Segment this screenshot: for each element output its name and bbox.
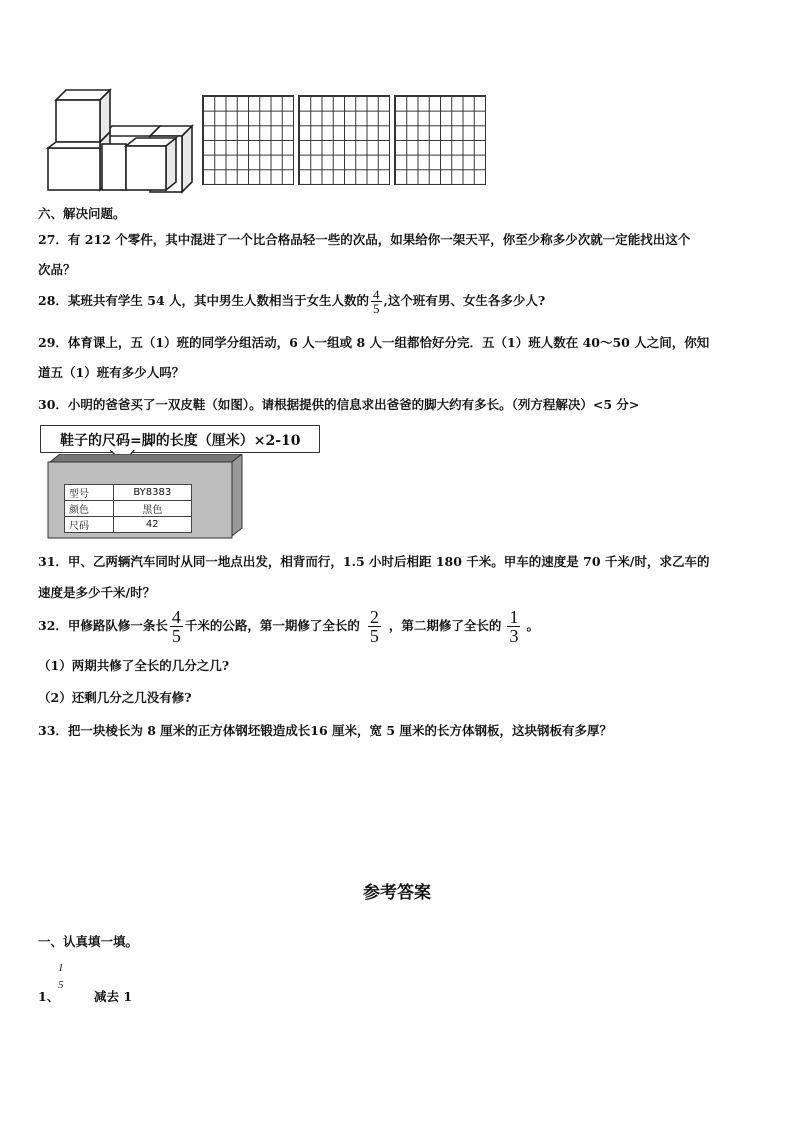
q27-line2: 次品？ [38, 262, 76, 277]
q32-fraction-length: $\frac{4}{5}$ [171, 607, 181, 646]
answer-1-text: 减去 1 [94, 989, 133, 1004]
q31-line2: 速度是多少千米/时？ [38, 585, 156, 600]
table-row [65, 501, 192, 517]
q33: 33．把一块棱长为 8 厘米的正方体钢坯锻造成长16 厘米，宽 5 厘米的长方体钢板，这块钢板有多厚？ [38, 723, 612, 738]
table-row [65, 485, 192, 501]
row-value: BY8383 [113, 485, 191, 501]
q32-mid2: ，第二期修了全长的 [388, 618, 502, 633]
q28 [38, 288, 545, 315]
q32-mid1: 千米的公路，第一期修了全长的 [184, 618, 360, 633]
q27-line1: 27．有 212 个零件，其中混进了一个比合格品轻一些的次品，如果给你一架天平，你至少称多少次就一定能找出这个 [38, 232, 691, 247]
q28-post: ,这个班有男、女生各多少人? [383, 293, 546, 308]
row-label: 颜色 [65, 501, 114, 517]
grid-2 [298, 95, 390, 185]
table-row [65, 517, 192, 533]
q30: 30．小明的爸爸买了一双皮鞋（如图）。请根据提供的信息求出爸爸的脚大约有多长。（列方程解决）<5 分> [38, 397, 640, 412]
shoe-formula-text: 鞋子的尺码=脚的长度（厘米）×2-10 [60, 433, 301, 449]
row-value: 黑色 [113, 501, 191, 517]
answer-1-fraction: 1 5 [58, 962, 64, 992]
shoe-label-table [64, 484, 192, 533]
q32-fraction-second: $\frac{1}{3}$ [509, 607, 519, 646]
row-label: 型号 [65, 485, 114, 501]
section-6-title: 六、解决问题。 [38, 206, 126, 221]
q28-pre: 28．某班共有学生 54 人，其中男生人数相当于女生人数的 [38, 293, 369, 308]
q29-line2: 道五（1）班有多少人吗？ [38, 365, 185, 380]
grid-3 [394, 95, 486, 185]
q32 [38, 608, 539, 645]
q28-fraction: $\frac{4}{5}$ [373, 287, 380, 316]
q32-post: 。 [526, 618, 539, 633]
answers-heading: 参考答案 [363, 883, 431, 903]
answers-section-1: 一、认真填一填。 [38, 934, 139, 949]
row-label: 尺码 [65, 517, 114, 533]
q32-fraction-first: $\frac{2}{5}$ [369, 607, 379, 646]
q31-line1: 31．甲、乙两辆汽车同时从同一地点出发，相背而行，1.5 小时后相距 180 千米。甲车的速度是 70 千米/时，求乙车的 [38, 554, 710, 569]
cube-stack-figure [42, 84, 194, 194]
grid-1 [202, 95, 294, 185]
q29-line1: 29．体育课上，五（1）班的同学分组活动，6 人一组或 8 人一组都恰好分完．五（1）班人数在 40～50 人之间，你知 [38, 335, 710, 350]
q32-sub2: （2）还剩几分之几没有修? [38, 690, 192, 705]
answer-1-label: 1、 [38, 989, 60, 1004]
row-value: 42 [113, 517, 191, 533]
q32-sub1: （1）两期共修了全长的几分之几? [38, 658, 230, 673]
q32-pre: 32．甲修路队修一条长 [38, 618, 168, 633]
